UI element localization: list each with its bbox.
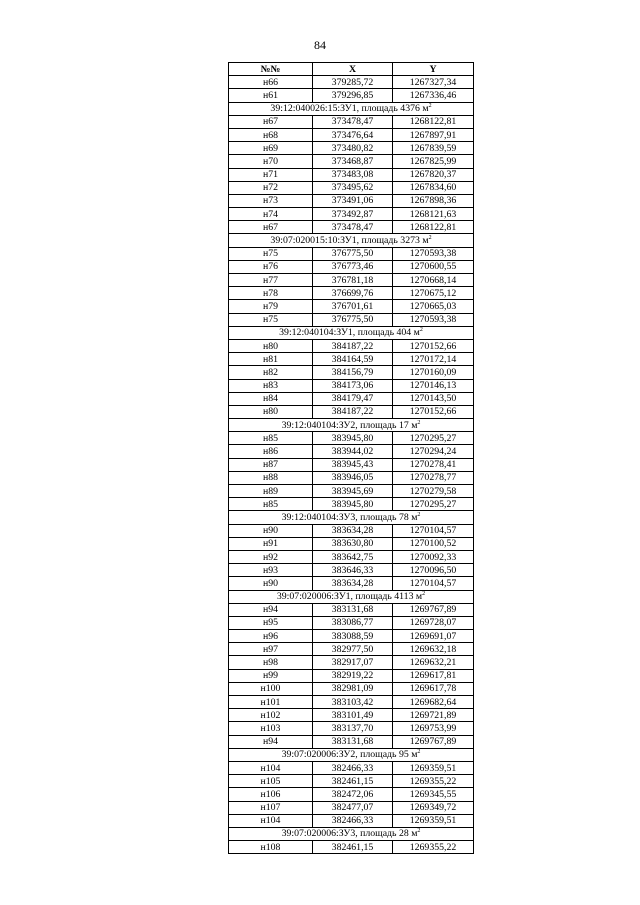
x-coordinate-cell: 376775,50 <box>313 247 393 260</box>
section-label-text: 39:07:020006:ЗУ3, площадь 28 м <box>281 828 418 840</box>
area-unit-superscript: 2 <box>417 419 421 426</box>
y-coordinate-cell: 1270160,09 <box>393 366 474 379</box>
table-row <box>229 524 474 537</box>
table-row <box>229 300 474 313</box>
x-coordinate-cell: 373468,87 <box>313 155 393 168</box>
table-row <box>229 432 474 445</box>
y-coordinate-cell: 1270600,55 <box>393 260 474 273</box>
x-coordinate-cell: 382981,09 <box>313 682 393 695</box>
point-id-cell: н85 <box>229 498 313 511</box>
table-row <box>229 814 474 827</box>
y-coordinate-cell: 1269359,51 <box>393 814 474 827</box>
point-id-cell: н92 <box>229 550 313 563</box>
x-coordinate-cell: 382917,07 <box>313 656 393 669</box>
point-id-cell: н71 <box>229 168 313 181</box>
section-row <box>229 511 474 524</box>
x-coordinate-cell: 383945,80 <box>313 498 393 511</box>
section-label-text: 39:12:040104:ЗУ1, площадь 404 м <box>279 327 420 339</box>
x-coordinate-cell: 383131,68 <box>313 603 393 616</box>
point-id-cell: н88 <box>229 471 313 484</box>
table-row <box>229 247 474 260</box>
point-id-cell: н78 <box>229 287 313 300</box>
table-row <box>229 643 474 656</box>
x-coordinate-cell: 373480,82 <box>313 142 393 155</box>
y-coordinate-cell: 1269349,72 <box>393 801 474 814</box>
section-label-text: 39:07:020015:10:ЗУ1, площадь 3273 м <box>270 235 429 247</box>
y-coordinate-cell: 1269355,22 <box>393 775 474 788</box>
area-unit-superscript: 2 <box>417 511 421 518</box>
point-id-cell: н93 <box>229 564 313 577</box>
x-coordinate-cell: 383103,42 <box>313 696 393 709</box>
y-coordinate-cell: 1267898,36 <box>393 194 474 207</box>
x-coordinate-cell: 383945,43 <box>313 458 393 471</box>
point-id-cell: н79 <box>229 300 313 313</box>
table-row <box>229 405 474 418</box>
y-coordinate-cell: 1270295,27 <box>393 498 474 511</box>
y-coordinate-cell: 1269355,22 <box>393 841 474 854</box>
table-row <box>229 630 474 643</box>
y-coordinate-cell: 1269617,81 <box>393 669 474 682</box>
table-row <box>229 392 474 405</box>
y-coordinate-cell: 1267336,46 <box>393 89 474 102</box>
x-coordinate-cell: 383634,28 <box>313 524 393 537</box>
y-coordinate-cell: 1270278,77 <box>393 471 474 484</box>
x-coordinate-cell: 383944,02 <box>313 445 393 458</box>
y-coordinate-cell: 1270146,13 <box>393 379 474 392</box>
x-coordinate-cell: 382461,15 <box>313 775 393 788</box>
point-id-cell: н97 <box>229 643 313 656</box>
table-row <box>229 76 474 89</box>
section-label <box>229 827 474 840</box>
table-row <box>229 155 474 168</box>
page-number: 84 <box>314 38 326 52</box>
y-coordinate-cell: 1270593,38 <box>393 247 474 260</box>
point-id-cell: н96 <box>229 630 313 643</box>
point-id-cell: н105 <box>229 775 313 788</box>
point-id-cell: н75 <box>229 247 313 260</box>
y-coordinate-cell: 1269691,07 <box>393 630 474 643</box>
table-row <box>229 471 474 484</box>
point-id-cell: н106 <box>229 788 313 801</box>
x-coordinate-cell: 376781,18 <box>313 274 393 287</box>
table-row <box>229 603 474 616</box>
x-coordinate-cell: 373495,62 <box>313 181 393 194</box>
table-row <box>229 260 474 273</box>
point-id-cell: н90 <box>229 524 313 537</box>
table-row <box>229 775 474 788</box>
point-id-cell: н84 <box>229 392 313 405</box>
x-coordinate-cell: 376773,46 <box>313 260 393 273</box>
point-id-cell: н77 <box>229 274 313 287</box>
table-row <box>229 221 474 234</box>
y-coordinate-cell: 1270294,24 <box>393 445 474 458</box>
y-coordinate-cell: 1270143,50 <box>393 392 474 405</box>
table-row <box>229 128 474 141</box>
table-row <box>229 168 474 181</box>
table-row <box>229 339 474 352</box>
table-row <box>229 181 474 194</box>
x-coordinate-cell: 376775,50 <box>313 313 393 326</box>
y-coordinate-cell: 1270295,27 <box>393 432 474 445</box>
table-row <box>229 485 474 498</box>
x-coordinate-cell: 382466,33 <box>313 761 393 774</box>
point-id-cell: н101 <box>229 696 313 709</box>
header-point-number: №№ <box>229 63 313 76</box>
y-coordinate-cell: 1269682,64 <box>393 696 474 709</box>
point-id-cell: н83 <box>229 379 313 392</box>
x-coordinate-cell: 384187,22 <box>313 405 393 418</box>
point-id-cell: н81 <box>229 353 313 366</box>
point-id-cell: н103 <box>229 722 313 735</box>
x-coordinate-cell: 373476,64 <box>313 128 393 141</box>
x-coordinate-cell: 373483,08 <box>313 168 393 181</box>
table-row <box>229 616 474 629</box>
x-coordinate-cell: 376701,61 <box>313 300 393 313</box>
point-id-cell: н104 <box>229 814 313 827</box>
x-coordinate-cell: 373491,06 <box>313 194 393 207</box>
point-id-cell: н69 <box>229 142 313 155</box>
x-coordinate-cell: 383131,68 <box>313 735 393 748</box>
point-id-cell: н89 <box>229 485 313 498</box>
point-id-cell: н68 <box>229 128 313 141</box>
y-coordinate-cell: 1270278,41 <box>393 458 474 471</box>
y-coordinate-cell: 1267820,37 <box>393 168 474 181</box>
table-row <box>229 537 474 550</box>
x-coordinate-cell: 382472,06 <box>313 788 393 801</box>
y-coordinate-cell: 1268122,81 <box>393 221 474 234</box>
table-row <box>229 89 474 102</box>
x-coordinate-cell: 382977,50 <box>313 643 393 656</box>
table-row <box>229 142 474 155</box>
table-row <box>229 379 474 392</box>
y-coordinate-cell: 1270152,66 <box>393 339 474 352</box>
header-y: Y <box>393 63 474 76</box>
x-coordinate-cell: 384173,06 <box>313 379 393 392</box>
x-coordinate-cell: 383945,69 <box>313 485 393 498</box>
table-body <box>229 76 474 854</box>
area-unit-superscript: 2 <box>422 591 426 598</box>
y-coordinate-cell: 1269345,55 <box>393 788 474 801</box>
table-row <box>229 722 474 735</box>
table-row <box>229 696 474 709</box>
y-coordinate-cell: 1268121,63 <box>393 208 474 221</box>
x-coordinate-cell: 382919,22 <box>313 669 393 682</box>
point-id-cell: н80 <box>229 405 313 418</box>
table-row <box>229 841 474 854</box>
y-coordinate-cell: 1267897,91 <box>393 128 474 141</box>
point-id-cell: н95 <box>229 616 313 629</box>
y-coordinate-cell: 1270665,03 <box>393 300 474 313</box>
y-coordinate-cell: 1270593,38 <box>393 313 474 326</box>
table-row <box>229 366 474 379</box>
y-coordinate-cell: 1269767,89 <box>393 603 474 616</box>
table-row <box>229 761 474 774</box>
table-row <box>229 682 474 695</box>
coordinates-table <box>228 62 474 854</box>
x-coordinate-cell: 376699,76 <box>313 287 393 300</box>
y-coordinate-cell: 1269617,78 <box>393 682 474 695</box>
area-unit-superscript: 2 <box>417 749 421 756</box>
section-row <box>229 419 474 432</box>
table-row <box>229 458 474 471</box>
section-label-text: 39:12:040104:ЗУ2, площадь 17 м <box>281 419 418 431</box>
section-label-text: 39:07:020006:ЗУ2, площадь 95 м <box>281 749 418 761</box>
x-coordinate-cell: 382477,07 <box>313 801 393 814</box>
point-id-cell: н80 <box>229 339 313 352</box>
section-row <box>229 590 474 603</box>
y-coordinate-cell: 1269632,21 <box>393 656 474 669</box>
area-unit-superscript: 2 <box>428 103 432 110</box>
x-coordinate-cell: 384156,79 <box>313 366 393 379</box>
y-coordinate-cell: 1270675,12 <box>393 287 474 300</box>
table-row <box>229 735 474 748</box>
y-coordinate-cell: 1270104,57 <box>393 577 474 590</box>
section-label <box>229 419 474 432</box>
y-coordinate-cell: 1268122,81 <box>393 115 474 128</box>
y-coordinate-cell: 1269632,18 <box>393 643 474 656</box>
point-id-cell: н72 <box>229 181 313 194</box>
y-coordinate-cell: 1270172,14 <box>393 353 474 366</box>
x-coordinate-cell: 382461,15 <box>313 841 393 854</box>
y-coordinate-cell: 1270096,50 <box>393 564 474 577</box>
table-row <box>229 274 474 287</box>
point-id-cell: н104 <box>229 761 313 774</box>
point-id-cell: н82 <box>229 366 313 379</box>
point-id-cell: н85 <box>229 432 313 445</box>
x-coordinate-cell: 383642,75 <box>313 550 393 563</box>
table-row <box>229 788 474 801</box>
point-id-cell: н61 <box>229 89 313 102</box>
section-label-text: 39:12:040026:15:ЗУ1, площадь 4376 м <box>270 103 429 115</box>
section-label <box>229 102 474 115</box>
y-coordinate-cell: 1267825,99 <box>393 155 474 168</box>
x-coordinate-cell: 383086,77 <box>313 616 393 629</box>
section-label <box>229 748 474 761</box>
table-row <box>229 353 474 366</box>
point-id-cell: н107 <box>229 801 313 814</box>
point-id-cell: н74 <box>229 208 313 221</box>
y-coordinate-cell: 1270100,52 <box>393 537 474 550</box>
point-id-cell: н91 <box>229 537 313 550</box>
table-row <box>229 564 474 577</box>
y-coordinate-cell: 1267839,59 <box>393 142 474 155</box>
x-coordinate-cell: 384179,47 <box>313 392 393 405</box>
x-coordinate-cell: 379285,72 <box>313 76 393 89</box>
section-row <box>229 234 474 247</box>
point-id-cell: н108 <box>229 841 313 854</box>
table-row <box>229 709 474 722</box>
x-coordinate-cell: 383101,49 <box>313 709 393 722</box>
point-id-cell: н90 <box>229 577 313 590</box>
table-row <box>229 445 474 458</box>
table-row <box>229 287 474 300</box>
point-id-cell: н102 <box>229 709 313 722</box>
point-id-cell: н67 <box>229 221 313 234</box>
point-id-cell: н66 <box>229 76 313 89</box>
y-coordinate-cell: 1269753,99 <box>393 722 474 735</box>
x-coordinate-cell: 384164,59 <box>313 353 393 366</box>
y-coordinate-cell: 1269359,51 <box>393 761 474 774</box>
table-row <box>229 801 474 814</box>
point-id-cell: н99 <box>229 669 313 682</box>
table-row <box>229 550 474 563</box>
area-unit-superscript: 2 <box>419 327 423 334</box>
y-coordinate-cell: 1269728,07 <box>393 616 474 629</box>
y-coordinate-cell: 1270104,57 <box>393 524 474 537</box>
x-coordinate-cell: 383646,33 <box>313 564 393 577</box>
y-coordinate-cell: 1267834,60 <box>393 181 474 194</box>
x-coordinate-cell: 373492,87 <box>313 208 393 221</box>
section-row <box>229 827 474 840</box>
y-coordinate-cell: 1270152,66 <box>393 405 474 418</box>
table-row <box>229 577 474 590</box>
table-row <box>229 194 474 207</box>
table-row <box>229 313 474 326</box>
point-id-cell: н100 <box>229 682 313 695</box>
point-id-cell: н75 <box>229 313 313 326</box>
y-coordinate-cell: 1270279,58 <box>393 485 474 498</box>
section-label <box>229 590 474 603</box>
table-header <box>229 63 474 76</box>
point-id-cell: н76 <box>229 260 313 273</box>
y-coordinate-cell: 1270668,14 <box>393 274 474 287</box>
x-coordinate-cell: 383945,80 <box>313 432 393 445</box>
section-label-text: 39:07:020006:ЗУ1, площадь 4113 м <box>276 591 423 603</box>
header-row <box>229 63 474 76</box>
point-id-cell: н98 <box>229 656 313 669</box>
section-label <box>229 511 474 524</box>
table-row <box>229 669 474 682</box>
x-coordinate-cell: 384187,22 <box>313 339 393 352</box>
x-coordinate-cell: 383634,28 <box>313 577 393 590</box>
y-coordinate-cell: 1269767,89 <box>393 735 474 748</box>
x-coordinate-cell: 383088,59 <box>313 630 393 643</box>
table-row <box>229 656 474 669</box>
y-coordinate-cell: 1267327,34 <box>393 76 474 89</box>
x-coordinate-cell: 373478,47 <box>313 221 393 234</box>
table-row <box>229 498 474 511</box>
section-row <box>229 748 474 761</box>
section-label <box>229 234 474 247</box>
y-coordinate-cell: 1270092,33 <box>393 550 474 563</box>
area-unit-superscript: 2 <box>417 828 421 835</box>
y-coordinate-cell: 1269721,89 <box>393 709 474 722</box>
point-id-cell: н67 <box>229 115 313 128</box>
x-coordinate-cell: 373478,47 <box>313 115 393 128</box>
section-label-text: 39:12:040104:ЗУ3, площадь 78 м <box>281 511 418 523</box>
section-row <box>229 326 474 339</box>
x-coordinate-cell: 383630,80 <box>313 537 393 550</box>
point-id-cell: н87 <box>229 458 313 471</box>
section-label <box>229 326 474 339</box>
x-coordinate-cell: 382466,33 <box>313 814 393 827</box>
point-id-cell: н73 <box>229 194 313 207</box>
table-row <box>229 208 474 221</box>
section-row <box>229 102 474 115</box>
point-id-cell: н70 <box>229 155 313 168</box>
point-id-cell: н94 <box>229 603 313 616</box>
x-coordinate-cell: 383137,70 <box>313 722 393 735</box>
header-x: X <box>313 63 393 76</box>
x-coordinate-cell: 379296,85 <box>313 89 393 102</box>
area-unit-superscript: 2 <box>428 235 432 242</box>
point-id-cell: н94 <box>229 735 313 748</box>
point-id-cell: н86 <box>229 445 313 458</box>
x-coordinate-cell: 383946,05 <box>313 471 393 484</box>
table-row <box>229 115 474 128</box>
